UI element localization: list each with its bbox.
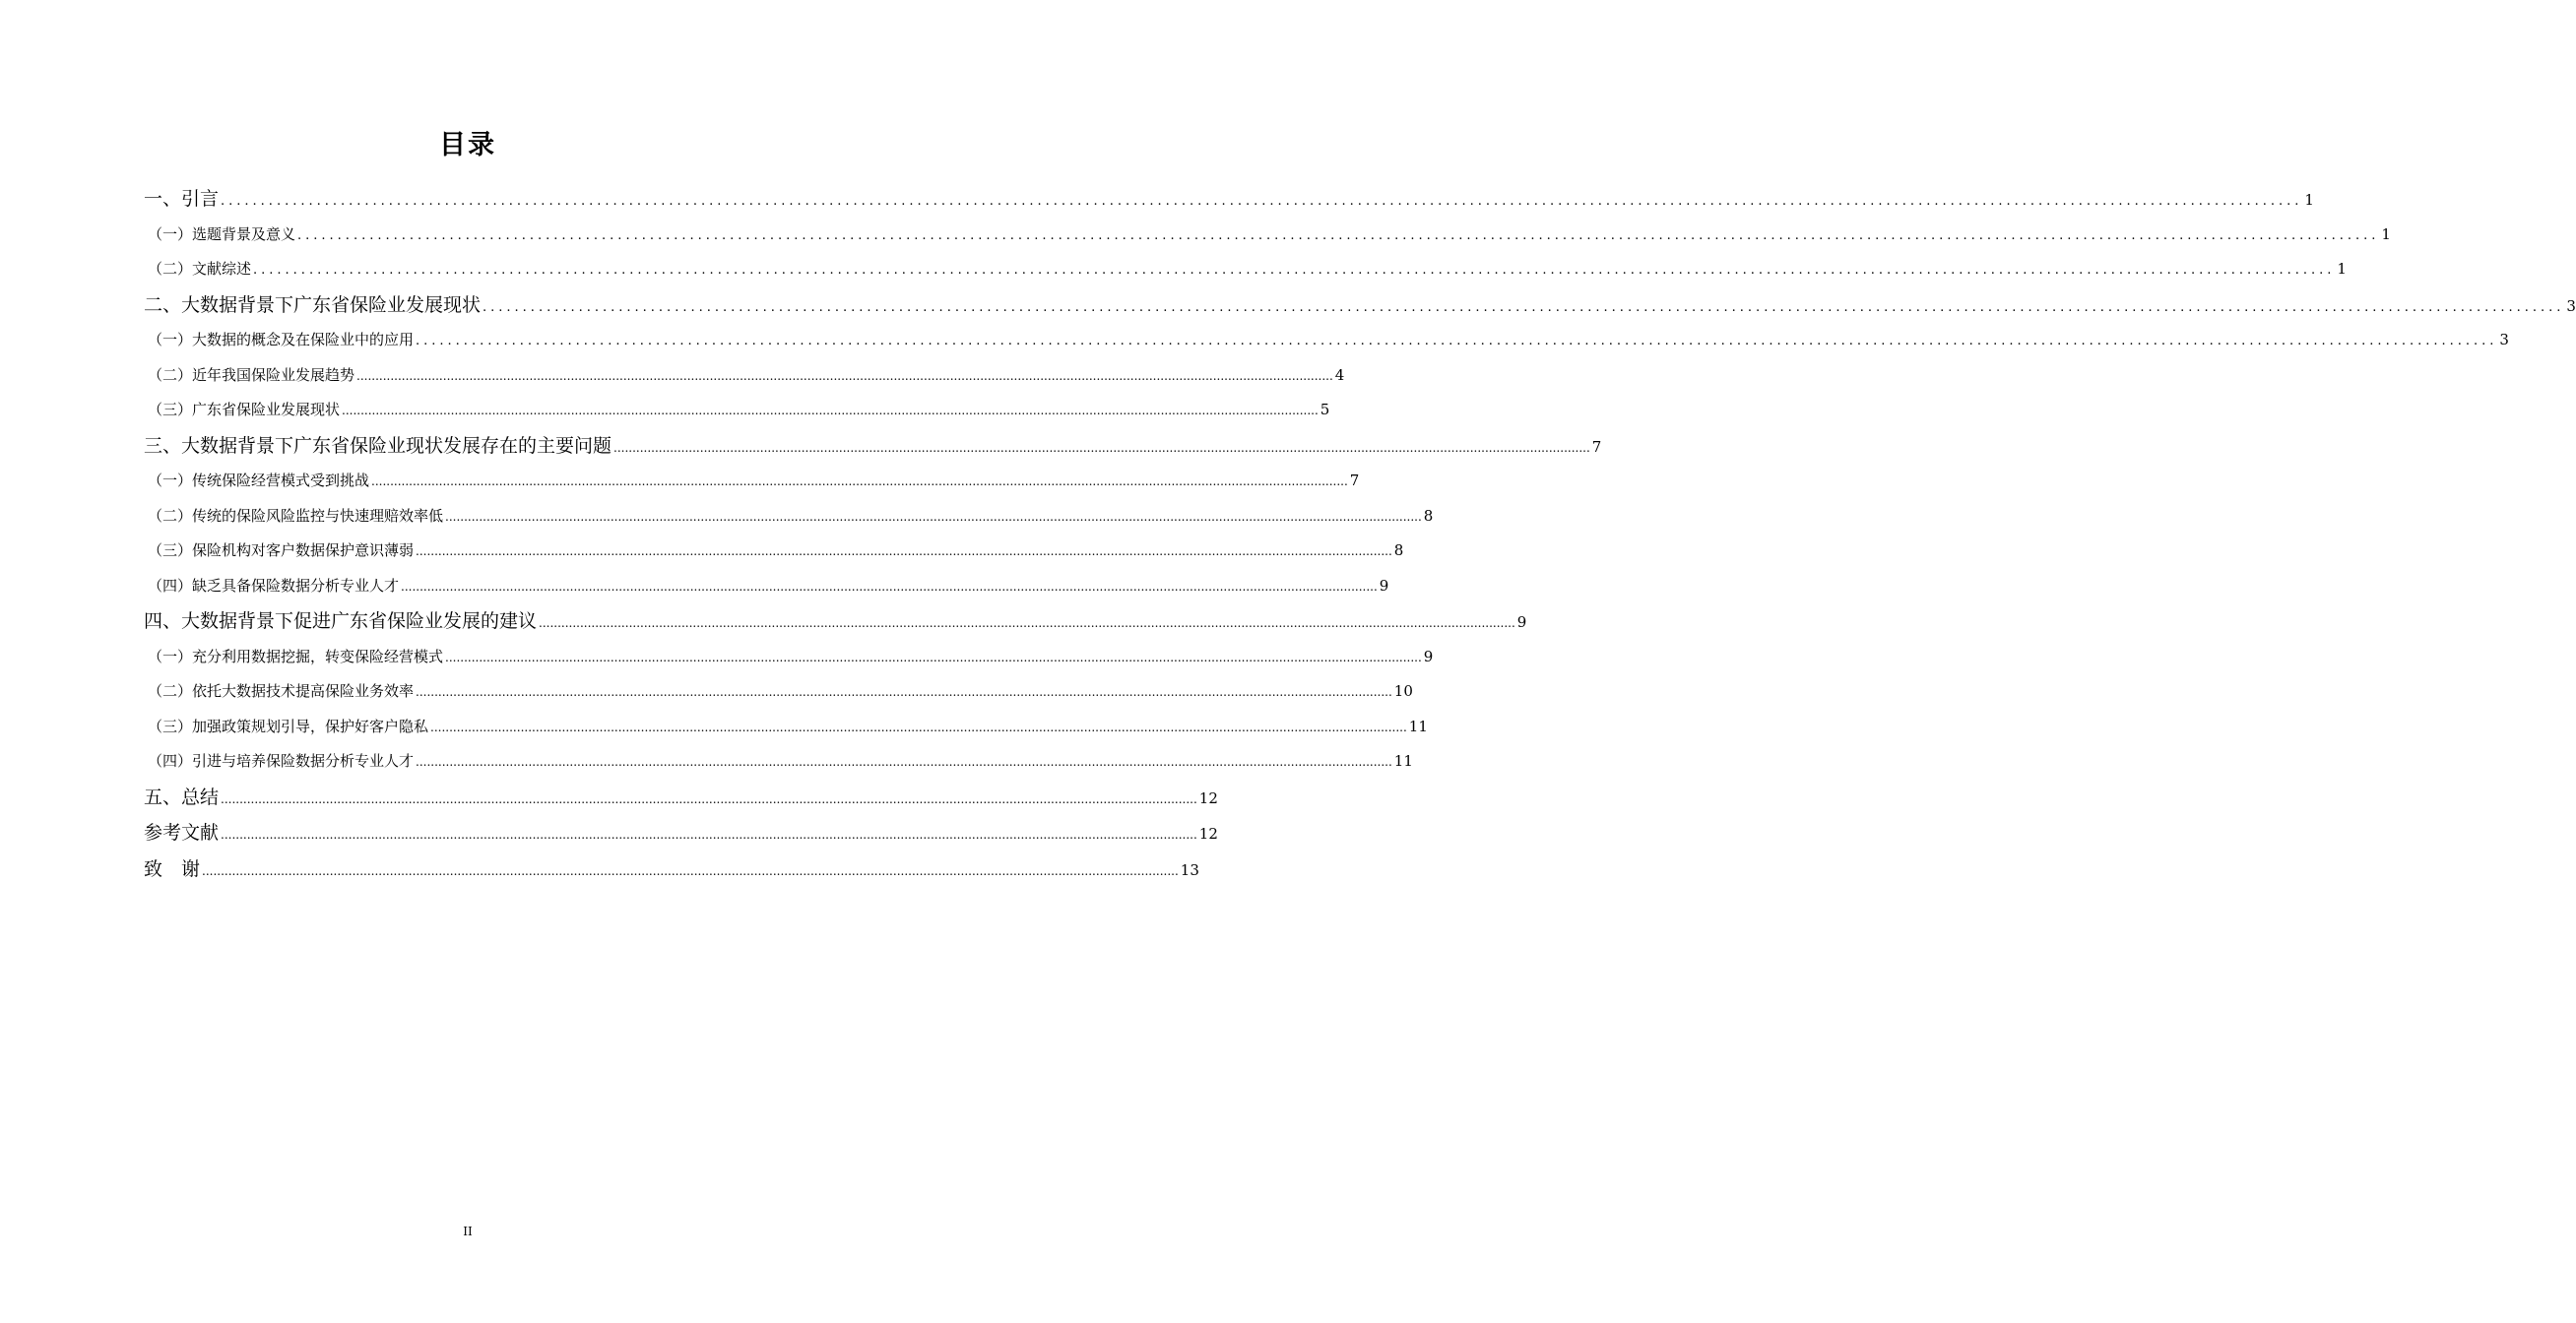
toc-dot-leader: .................................................................................................................................................................................................................................................................... (297, 227, 2380, 243)
toc-entry[interactable] (144, 428, 1602, 465)
toc-entry-page: 9 (1379, 576, 1389, 595)
toc-entry-text: （四）缺乏具备保险数据分析专业人才 (148, 576, 400, 595)
toc-entry-text: 五、总结 (144, 786, 220, 808)
toc-entry[interactable] (144, 744, 1413, 780)
toc-entry-text: （四）引进与培养保险数据分析专业人才 (148, 752, 415, 770)
table-of-contents (144, 181, 2576, 887)
toc-entry-text: 二、大数据背景下广东省保险业发展现状 (144, 293, 482, 316)
toc-entry[interactable] (144, 710, 1428, 745)
toc-entry[interactable] (144, 323, 2509, 358)
toc-dot-leader: .................................................................................................................................................................................................................................................................... (445, 650, 1422, 664)
toc-entry-text: （二）近年我国保险业发展趋势 (148, 365, 355, 384)
toc-entry[interactable] (144, 181, 2314, 218)
toc-dot-leader: .................................................................................................................................................................................................................................................................... (202, 863, 1179, 878)
toc-entry-text: （三）保险机构对客户数据保护意识薄弱 (148, 541, 415, 559)
toc-entry-text: （一）大数据的概念及在保险业中的应用 (148, 331, 415, 348)
toc-entry-text: （三）广东省保险业发展现状 (148, 401, 341, 418)
toc-entry-page: 1 (2381, 224, 2391, 243)
toc-entry-text: （二）依托大数据技术提高保险业务效率 (148, 682, 415, 700)
toc-entry[interactable] (144, 569, 1389, 604)
toc-entry-page: 4 (1334, 365, 1345, 384)
toc-entry-text: 四、大数据背景下促进广东省保险业发展的建议 (144, 610, 538, 632)
toc-entry-page: 13 (1180, 860, 1199, 879)
toc-dot-leader: .................................................................................................................................................................................................................................................................... (539, 616, 1515, 630)
toc-entry-text: 一、引言 (144, 188, 220, 210)
toc-entry[interactable] (144, 287, 2576, 324)
toc-dot-leader: .................................................................................................................................................................................................................................................................... (221, 194, 2303, 209)
toc-dot-leader: .................................................................................................................................................................................................................................................................... (613, 440, 1590, 455)
toc-dot-leader: .................................................................................................................................................................................................................................................................... (430, 720, 1407, 734)
toc-entry-text: （一）选题背景及意义 (148, 224, 296, 243)
page-number: II (463, 1225, 473, 1238)
toc-dot-leader: .................................................................................................................................................................................................................................................................... (416, 544, 1392, 558)
toc-entry-page: 10 (1393, 682, 1413, 700)
toc-entry-page: 1 (2337, 260, 2347, 278)
toc-entry[interactable] (144, 464, 1360, 499)
toc-entry[interactable] (144, 815, 1218, 851)
toc-entry-text: （一）传统保险经营模式受到挑战 (148, 472, 370, 489)
toc-entry-page: 7 (1591, 437, 1602, 456)
toc-entry-text: （二）文献综述 (148, 260, 252, 278)
toc-entry-page: 12 (1198, 788, 1218, 807)
toc-entry-text: 致 谢 (144, 857, 201, 880)
toc-entry-text: （三）加强政策规划引导，保护好客户隐私 (148, 717, 429, 735)
toc-entry[interactable] (144, 252, 2347, 287)
toc-dot-leader: .................................................................................................................................................................................................................................................................... (221, 828, 1197, 842)
toc-dot-leader: .................................................................................................................................................................................................................................................................... (445, 509, 1422, 524)
toc-dot-leader: .................................................................................................................................................................................................................................................................... (416, 755, 1392, 769)
toc-entry[interactable] (144, 358, 1345, 394)
toc-entry-page: 12 (1198, 825, 1218, 843)
toc-dot-leader: .................................................................................................................................................................................................................................................................... (342, 404, 1319, 417)
toc-entry-page: 9 (1516, 613, 1527, 631)
page-title: 目录 (439, 130, 496, 160)
toc-entry-page: 11 (1408, 717, 1428, 735)
toc-entry-page: 1 (2304, 191, 2314, 209)
toc-dot-leader: .................................................................................................................................................................................................................................................................... (483, 299, 2565, 315)
toc-entry-text: 参考文献 (144, 822, 220, 844)
toc-dot-leader: .................................................................................................................................................................................................................................................................... (253, 263, 2336, 278)
toc-dot-leader: .................................................................................................................................................................................................................................................................... (371, 474, 1348, 488)
toc-dot-leader: .................................................................................................................................................................................................................................................................... (221, 791, 1197, 806)
toc-entry[interactable] (144, 218, 2391, 253)
toc-entry-page: 3 (2566, 296, 2576, 315)
toc-entry[interactable] (144, 393, 1330, 428)
toc-entry[interactable] (144, 780, 1218, 816)
toc-entry-text: （一）充分利用数据挖掘，转变保险经营模式 (148, 647, 444, 665)
toc-entry-text: （二）传统的保险风险监控与快速理赔效率低 (148, 506, 444, 525)
toc-entry-page: 8 (1423, 506, 1434, 525)
toc-entry[interactable] (144, 674, 1413, 710)
toc-entry-page: 8 (1393, 541, 1404, 559)
toc-entry[interactable] (144, 499, 1434, 535)
toc-entry-text: 三、大数据背景下广东省保险业现状发展存在的主要问题 (144, 434, 612, 457)
toc-entry-page: 3 (2499, 331, 2509, 348)
toc-entry-page: 5 (1320, 401, 1330, 418)
toc-dot-leader: .................................................................................................................................................................................................................................................................... (416, 685, 1392, 699)
toc-dot-leader: .................................................................................................................................................................................................................................................................... (401, 579, 1378, 594)
toc-entry[interactable] (144, 534, 1404, 569)
toc-entry-page: 11 (1393, 752, 1413, 770)
toc-entry-page: 9 (1423, 647, 1434, 665)
toc-dot-leader: .................................................................................................................................................................................................................................................................... (416, 334, 2498, 348)
toc-entry[interactable] (144, 851, 1199, 888)
toc-dot-leader: .................................................................................................................................................................................................................................................................... (356, 368, 1333, 383)
toc-entry[interactable] (144, 603, 1527, 640)
toc-entry-page: 7 (1349, 472, 1360, 489)
toc-entry[interactable] (144, 640, 1434, 675)
